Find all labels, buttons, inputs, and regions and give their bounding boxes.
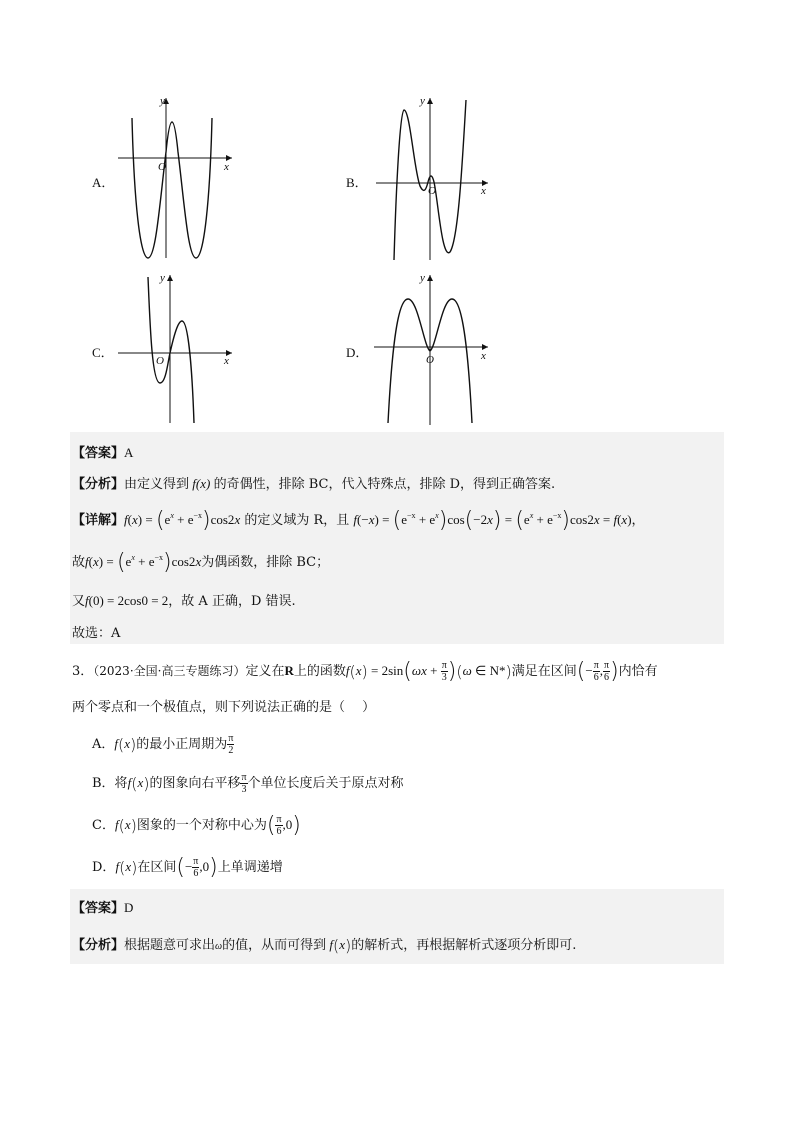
- axis-x-label: x: [481, 350, 486, 362]
- analysis-line: [72, 473, 555, 492]
- option-3b-text-2: 个单位长度后关于原点对称: [247, 776, 404, 791]
- option-3c-label: C．: [92, 818, 115, 833]
- axis-x-label: x: [481, 185, 486, 197]
- math-func-def: f: [345, 663, 350, 678]
- analysis-3-text-1: 根据题意可求出: [124, 938, 216, 953]
- answer-tag: 【答案】: [72, 446, 125, 461]
- option-3b: B．将f(x)的图象向右平移 $\frac{\pi}{3}$ 个单位长度后关于原点对称: [92, 772, 404, 795]
- option-3a-label: A．: [92, 737, 115, 752]
- detail-text-5: ，故 A 正确，D 错误.: [168, 594, 296, 609]
- axis-y-label: y: [160, 272, 165, 284]
- axis-y-label: y: [420, 272, 425, 284]
- analysis-3-text-3: 的解析式，再根据解析式逐项分析即可.: [351, 938, 577, 953]
- option-3c: C．f(x)图象的一个对称中心为( $\frac{\pi}{6}$ ,0): [92, 813, 301, 838]
- answer-3-tag: 【答案】: [72, 901, 125, 916]
- graph-d: [370, 265, 495, 427]
- stem-text-5: 两个零点和一个极值点，则下列说法正确的是（ ）: [72, 700, 376, 715]
- detail-text-4: 又: [72, 594, 86, 609]
- analysis-3-omega: ω: [215, 941, 223, 952]
- option-c-label: C．: [92, 345, 114, 360]
- stem-text-4: 内恰有: [618, 664, 658, 679]
- detail-text-3: 为偶函数，排除 BC；: [201, 555, 330, 570]
- origin-label: O: [158, 161, 166, 173]
- option-3d: D．f(x)在区间(− $\frac{\pi}{6}$ ,0)上单调递增: [92, 855, 283, 880]
- axis-y-label: y: [420, 95, 425, 107]
- option-3a: A．f(x)的最小正周期为 $\frac{\pi}{2}$: [92, 733, 234, 756]
- option-3d-text-2: 上单调递增: [217, 860, 283, 875]
- axis-x-label: x: [224, 161, 229, 173]
- choice-result: 故选：A: [72, 626, 121, 641]
- math-fx: f(x): [189, 476, 214, 491]
- graph-c: [110, 265, 240, 425]
- math-expr-2: f: [353, 512, 358, 527]
- origin-label: O: [426, 354, 434, 366]
- answer-3-line: [72, 897, 133, 916]
- option-3b-label: B．将: [92, 776, 128, 791]
- detail-line-2: 故$f(x) = (e^x + e^{-x})\cos 2x$为偶函数，排除 BC；: [72, 550, 330, 575]
- axis-x-label: x: [224, 355, 229, 367]
- origin-label: O: [428, 185, 436, 197]
- stem-set-r: R: [284, 663, 294, 678]
- axis-y-label: y: [160, 95, 165, 107]
- option-3d-label: D．: [92, 860, 116, 875]
- analysis-text-1: 由定义得到: [124, 477, 190, 492]
- stem-text-3: 满足在区间: [511, 664, 577, 679]
- graph-b: [370, 90, 495, 262]
- math-expr-4: f: [85, 593, 89, 608]
- origin-label: O: [156, 355, 164, 367]
- option-3c-text: 图象的一个对称中心为: [136, 818, 267, 833]
- analysis-3-line: 【分析】根据题意可求出ω的值，从而可得到 f(x)的解析式，再根据解析式逐项分析即可.: [72, 936, 577, 955]
- math-expr-3: f: [85, 554, 89, 569]
- detail-line-3: 又f(0) = 2cos0 = 2，故 A 正确，D 错误.: [72, 593, 296, 609]
- question-number: 3．: [72, 664, 94, 679]
- solution-1-block: [70, 432, 724, 644]
- option-3d-text-1: 在区间: [137, 860, 177, 875]
- math-expr-1: f: [124, 512, 128, 527]
- answer-value: A: [124, 445, 134, 460]
- option-a-label: A．: [92, 175, 115, 190]
- question-3-stem: 3．（2023·全国·高三专题练习）定义在R上的函数f(x) = 2sin(ωx + $\frac{\pi}{3}$ )(ω ∈ N*)满足在区间(− $\frac{\pi}{6}$ , $\frac{\pi}{6}$ )内恰有: [72, 659, 658, 684]
- detail-line: 【详解】$f(x) = (e^x + e^{-x})\cos 2x$ 的定义域为 R，且 $f(-x) = (e^{-x} + e^x)\cos(-2x) = (e^x + e^{-x})\cos 2x = f(x)$，: [72, 508, 645, 533]
- analysis-3-tag: 【分析】: [72, 938, 125, 953]
- stem-text-2: 上的函数: [293, 664, 346, 679]
- question-source: （2023·全国·高三专题练习）: [93, 664, 246, 678]
- option-d-label: D．: [346, 345, 369, 360]
- stem-text-1: 定义在: [245, 664, 285, 679]
- detail-line-4: [72, 622, 120, 641]
- analysis-tag: 【分析】: [72, 477, 125, 492]
- answer-line: [72, 442, 133, 461]
- detail-text-2: 故: [72, 555, 86, 570]
- question-3-stem-2: [72, 696, 375, 715]
- answer-3-value: D: [124, 900, 134, 915]
- detail-tag: 【详解】: [72, 513, 125, 528]
- analysis-3-text-2: 的值，从而可得到: [222, 938, 327, 953]
- option-3b-text-1: 的图象向右平移: [149, 776, 241, 791]
- graph-a: [110, 90, 240, 260]
- detail-text-1: 的定义域为 R，且: [244, 513, 350, 528]
- option-3a-text: 的最小正周期为: [136, 737, 228, 752]
- option-b-label: B．: [346, 175, 368, 190]
- analysis-text-2: 的奇偶性，排除 BC，代入特殊点，排除 D，得到正确答案.: [213, 477, 556, 492]
